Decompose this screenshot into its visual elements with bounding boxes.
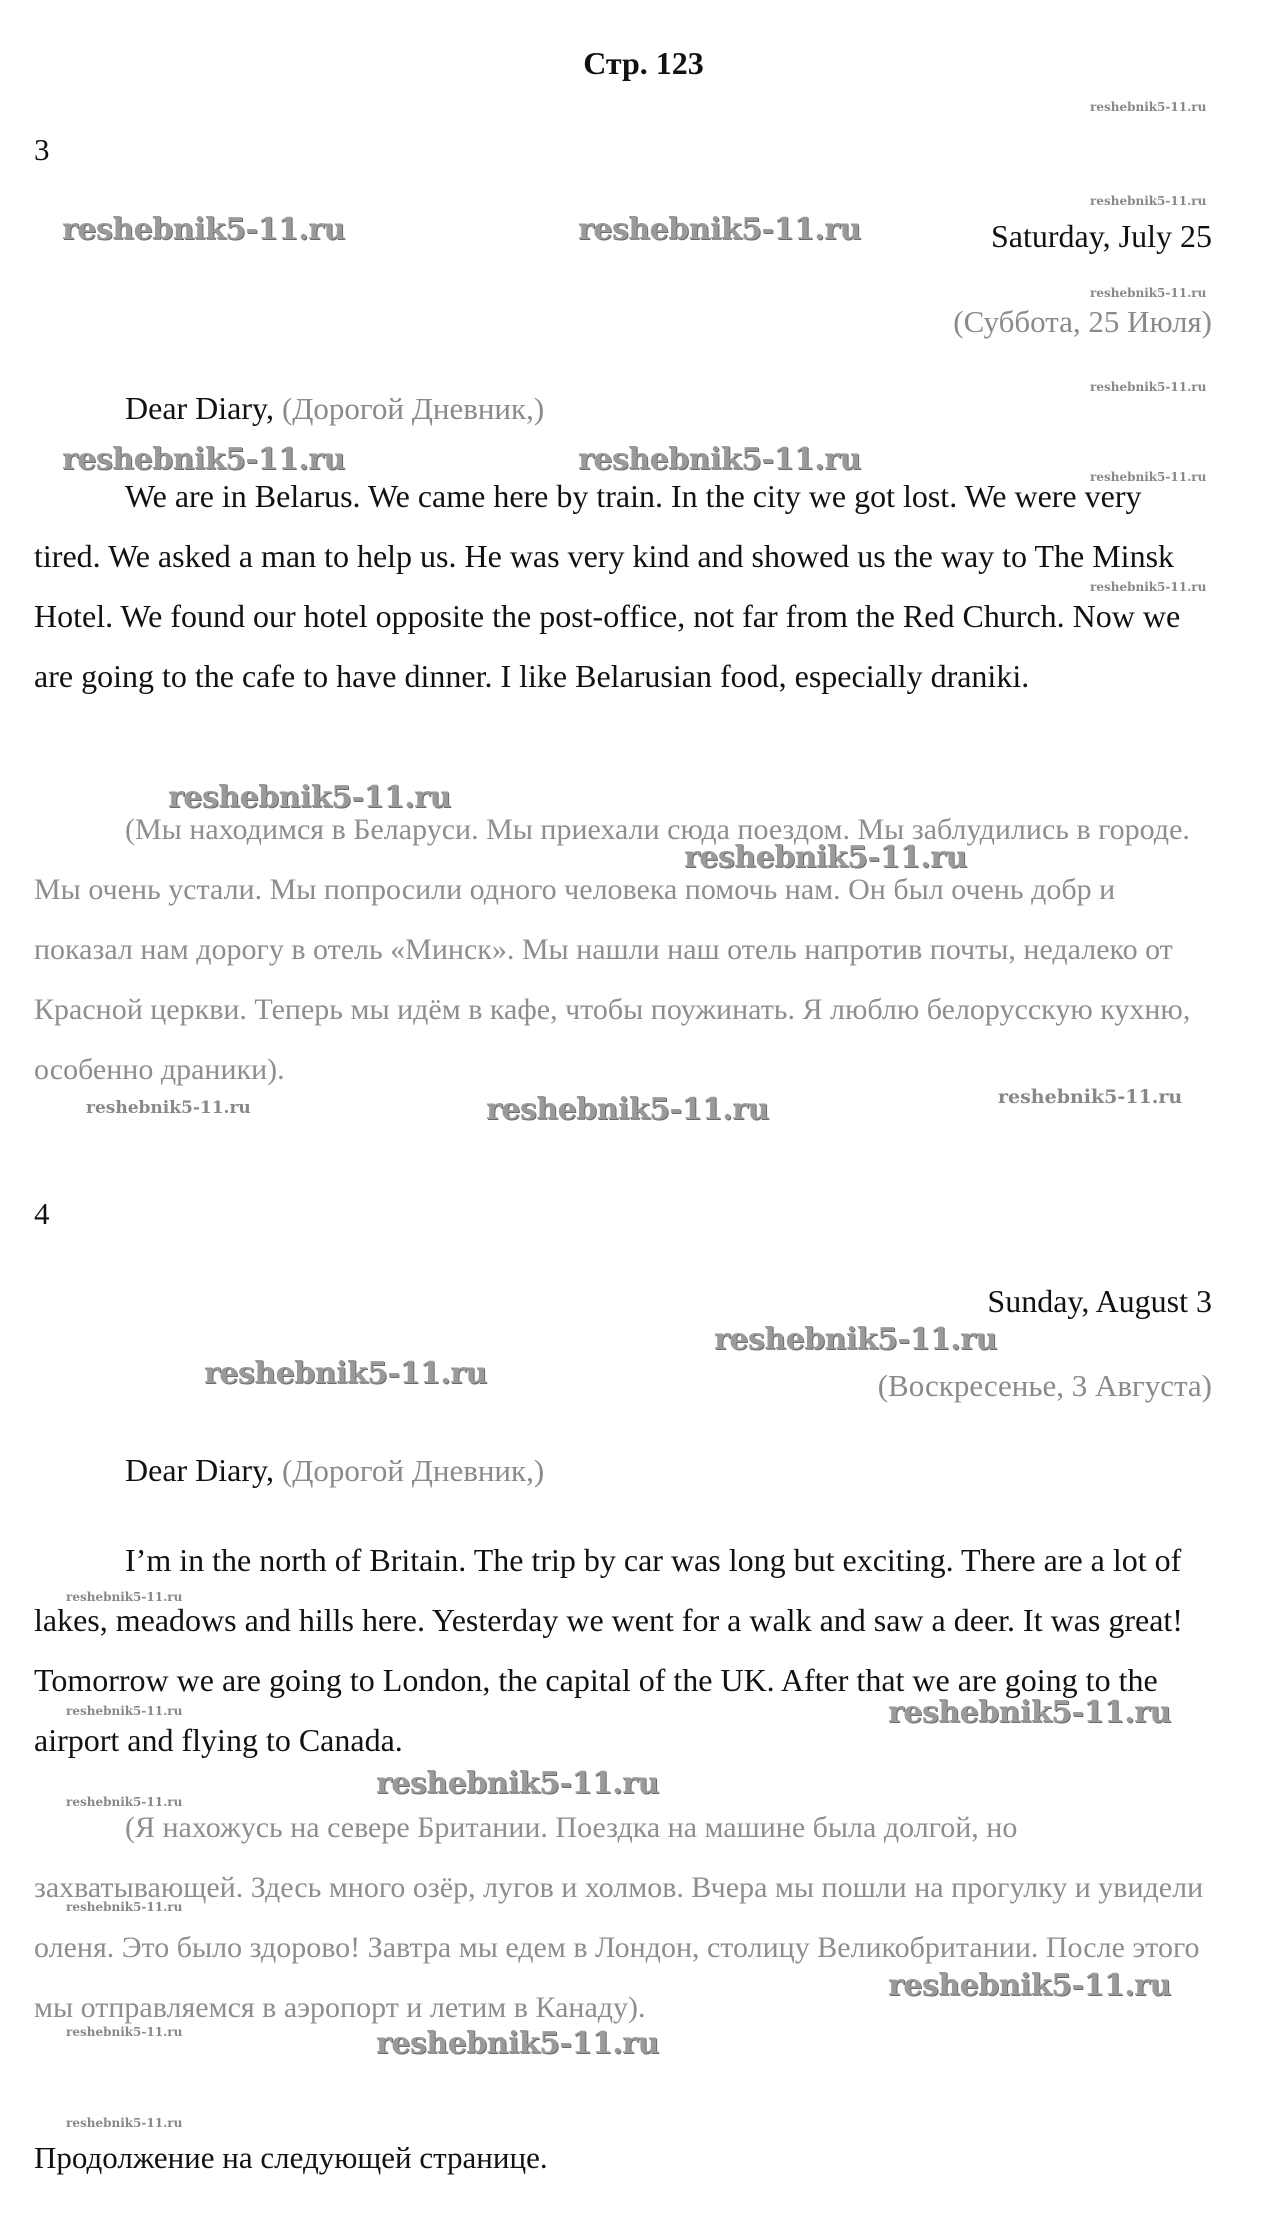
watermark: reshebnik5-11.ru [66,1795,183,1809]
diary-salutation [125,390,544,427]
watermark: reshebnik5-11.ru [66,1900,183,1914]
watermark: reshebnik5-11.ru [66,1590,183,1604]
watermark: reshebnik5-11.ru [204,1356,487,1391]
page-title: Стр. 123 [583,45,704,81]
watermark: reshebnik5-11.ru [998,1086,1183,1108]
diary-date-ru: (Воскресенье, 3 Августа) [877,1368,1212,1403]
watermark: reshebnik5-11.ru [1090,286,1207,300]
salutation-ru: (Дорогой Дневник,) [281,391,545,426]
watermark: reshebnik5-11.ru [578,442,861,477]
watermark: reshebnik5-11.ru [66,2025,183,2039]
diary-entry-ru: (Мы находимся в Беларуси. Мы приехали сюда поездом. Мы заблудились в городе. Мы очень устали. Мы попросили одного человека помочь нам. Он был очень добр и показал нам дорогу в отель «Минск». Мы нашли наш отель напротив почты, недалеко от Красной церкви. Теперь мы идём в кафе, чтобы поужинать. Я люблю белорусскую кухню, особенно драники). [34,813,1191,1086]
watermark: reshebnik5-11.ru [1090,380,1207,394]
salutation-ru: (Дорогой Дневник,) [281,1453,545,1488]
watermark: reshebnik5-11.ru [684,840,967,875]
salutation-en: Dear Diary, [125,1452,274,1488]
watermark: reshebnik5-11.ru [66,2116,183,2130]
watermark: reshebnik5-11.ru [376,2026,659,2061]
diary-entry-en: I’m in the north of Britain. The trip by car was long but exciting. There are a lot of lakes, meadows and hills here. Yesterday we went for a walk and saw a deer. It was great! Tomorrow we are going to London, the capital of the UK. After that we are going to the airport and flying to Canada. [34,1542,1183,1758]
diary-date-ru: (Суббота, 25 Июля) [953,304,1212,339]
watermark: reshebnik5-11.ru [714,1322,997,1357]
diary-date-en: Sunday, August 3 [987,1283,1212,1319]
watermark: reshebnik5-11.ru [62,212,345,247]
diary-entry-ru: (Я нахожусь на севере Британии. Поездка на машине была долгой, но захватывающей. Здесь много озёр, лугов и холмов. Вчера мы пошли на прогулку и увидели оленя. Это было здорово! Завтра мы едем в Лондон, столицу Великобритании. После этого мы отправляемся в аэропорт и летим в Канаду). [34,1811,1204,2024]
watermark: reshebnik5-11.ru [888,1968,1171,2003]
diary-salutation [125,1452,544,1489]
diary-date-en: Saturday, July 25 [990,218,1212,254]
watermark: reshebnik5-11.ru [1090,470,1207,484]
watermark: reshebnik5-11.ru [62,442,345,477]
watermark: reshebnik5-11.ru [1090,194,1207,208]
salutation-en: Dear Diary, [125,390,274,426]
watermark: reshebnik5-11.ru [888,1695,1171,1730]
watermark: reshebnik5-11.ru [1090,580,1207,594]
watermark: reshebnik5-11.ru [66,1704,183,1718]
watermark: reshebnik5-11.ru [1090,100,1207,114]
watermark: reshebnik5-11.ru [86,1098,251,1118]
continuation-note: Продолжение на следующей странице. [34,2140,548,2175]
watermark: reshebnik5-11.ru [578,212,861,247]
watermark: reshebnik5-11.ru [486,1092,769,1127]
watermark: reshebnik5-11.ru [376,1766,659,1801]
diary-entry-en: We are in Belarus. We came here by train. In the city we got lost. We were very tired. We asked a man to help us. He was very kind and showed us the way to The Minsk Hotel. We found our hotel opposite the post-office, not far from the Red Church. Now we are going to the cafe to have dinner. I like Belarusian food, especially draniki. [34,478,1181,694]
exercise-number-4: 4 [34,1196,50,1231]
watermark: reshebnik5-11.ru [168,780,451,815]
exercise-number-3: 3 [34,132,50,167]
